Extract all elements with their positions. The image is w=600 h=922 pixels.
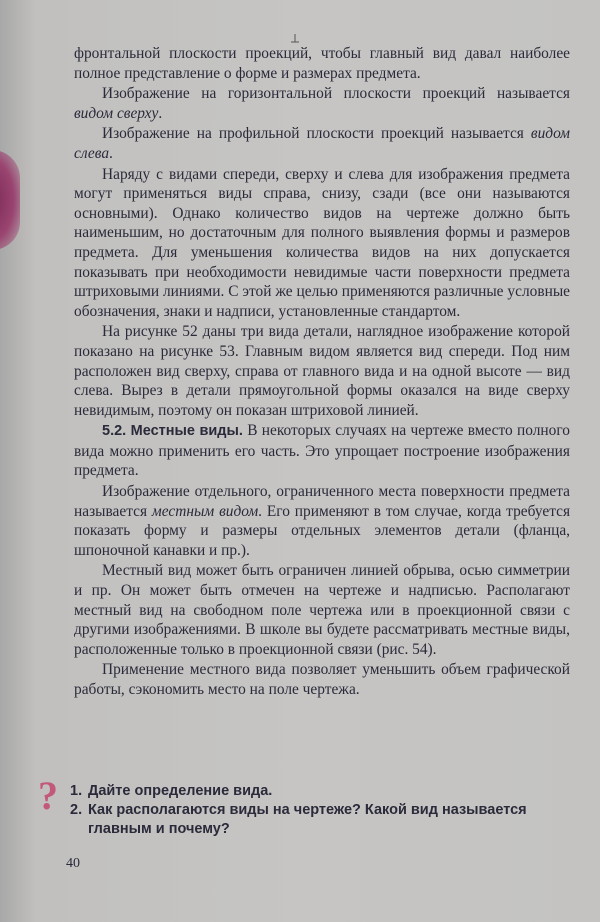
paragraph (74, 322, 570, 420)
term-italic: местным видом (151, 502, 259, 520)
text-run: фронтальной плоскости проекций, чтобы главный вид давал наиболее полное представление о форме и размерах предмета. (74, 45, 570, 82)
question-number: 1. (70, 783, 83, 799)
text-run: . (158, 104, 163, 122)
term-italic: видом слева (74, 125, 570, 162)
paragraph (74, 44, 570, 83)
text-run: Изображение на профильной плоскости проекций называется (102, 125, 531, 143)
paragraph (74, 561, 570, 659)
paragraph (74, 165, 570, 322)
question-text: Как располагаются виды на чертеже? Какой вид называется главным и почему? (88, 802, 527, 837)
paragraph (74, 421, 570, 481)
text-run: Изображение на горизонтальной плоскости проекций называется (102, 85, 570, 103)
text-run: Изображение отдельного, ограниченного места поверхности предмета называется (74, 483, 570, 520)
paragraph (74, 124, 570, 163)
section-heading: 5.2. Местные виды. (102, 423, 243, 440)
term-italic: видом сверху (74, 104, 159, 122)
bookmark-tab (0, 150, 20, 250)
question-item (70, 801, 570, 839)
question-item (70, 782, 570, 801)
text-run: Наряду с видами спереди, сверху и слева для изображения предмета могут применяться виды справа, снизу, сзади (все они называются основными). Однако количество видов на чертеже должно быть наименьшим, но достаточным для полного выявления формы и размеров предмета. Для уменьшения количества видов на них допускается показывать при необходимости невидимые части поверхности предмета штриховыми линиями. С этой же целью применяются различные условные обозначения, знаки и надписи, установленные стандартом. (74, 165, 570, 320)
text-run: . Его применяют в том случае, когда требуется показать форму и размеры отдельных элементов детали (фланца, шпоночной канавки и пр.). (74, 502, 571, 559)
pencil-mark (288, 34, 302, 44)
text-run: Применение местного вида позволяет уменьшить объем графической работы, сэкономить место на поле чертежа. (74, 661, 570, 698)
question-number: 2. (70, 802, 83, 818)
text-run: Местный вид может быть ограничен линией обрыва, осью симметрии и пр. Он может быть отмечен на чертеже и надписью. Располагают местный вид на свободном поле чертежа или в проекционной связи с другими изображениями. В школе вы будете рассматривать местные виды, расположенные только в проекционной связи (рис. 54). (74, 562, 570, 658)
body-text (74, 44, 570, 701)
question-mark-icon: ? (38, 773, 58, 818)
review-questions (70, 782, 570, 839)
question-text: Дайте определение вида. (88, 783, 273, 799)
page-number: 40 (66, 856, 80, 871)
text-run: . (109, 144, 113, 162)
paragraph (74, 482, 570, 560)
paragraph (74, 84, 570, 123)
text-run: В некоторых случаях на чертеже вместо полного вида можно применить его часть. Это упрощает построение изображения предмета. (74, 422, 570, 480)
text-run: На рисунке 52 даны три вида детали, наглядное изображение которой показано на рисунке 53. Главным видом является вид спереди. Под ним расположен вид сверху, справа от главного вида и на одной высоте — вид слева. Вырез в детали прямоугольной формы оказался на виде сверху невидимым, поэтому он показан штриховой линией. (74, 323, 570, 419)
paragraph (74, 660, 570, 699)
